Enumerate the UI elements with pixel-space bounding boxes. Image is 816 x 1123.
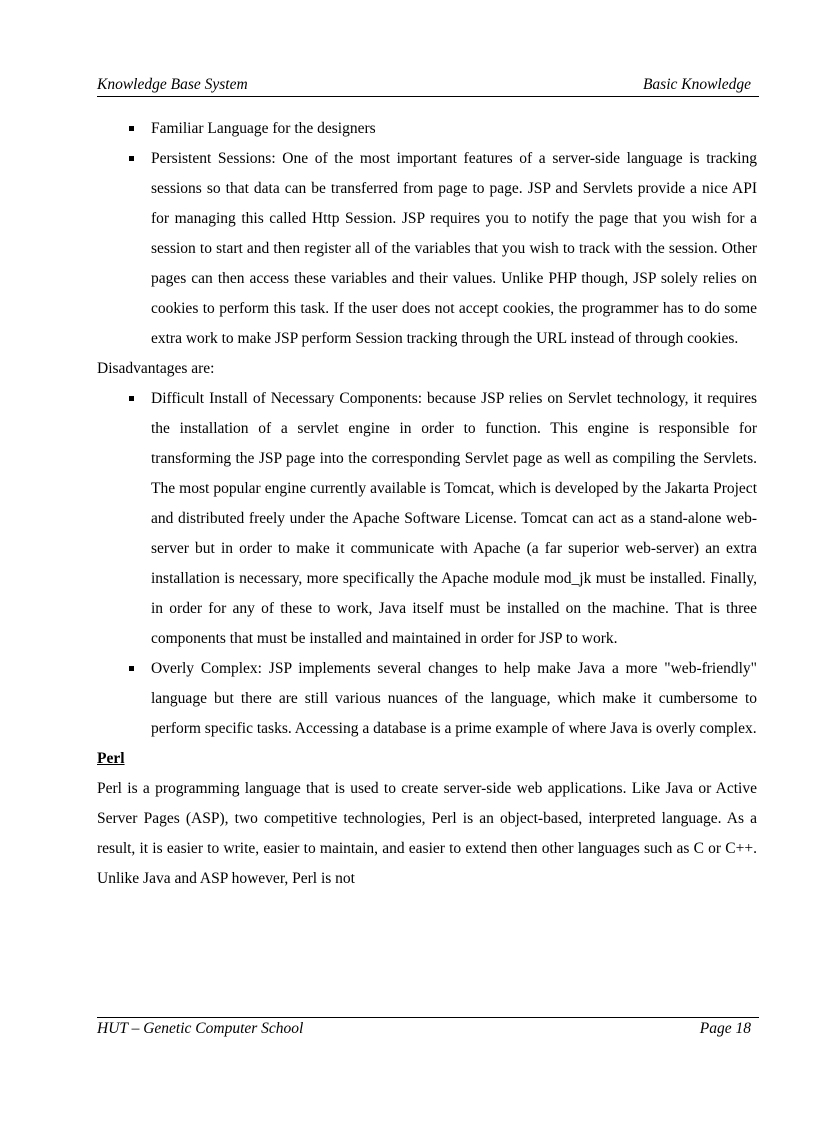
- list-item: Difficult Install of Necessary Components: because JSP relies on Servlet technology, it requires the installation of a servlet engine in order to function. This engine is responsible for transforming the JSP page into the corresponding Servlet page as well as compiling the Servlets. The most popular engine currently available is Tomcat, which is developed by the Jakarta Project and distributed freely under the Apache Software License. Tomcat can act as a stand-alone web-server but in order to make it communicate with Apache (a far superior web-server) an extra installation is necessary, more specifically the Apache module mod_jk must be installed. Finally, in order for any of these to work, Java itself must be installed on the machine. That is three components that must be installed and maintained in order for JSP to work.: [97, 384, 757, 654]
- section-heading-perl: Perl: [97, 750, 125, 767]
- page-number: Page 18: [699, 1020, 751, 1037]
- header-section: Basic Knowledge: [642, 76, 751, 93]
- header-title: Knowledge Base System: [97, 76, 248, 93]
- disadvantages-label: Disadvantages are:: [97, 360, 215, 377]
- square-bullet-icon: [129, 666, 134, 671]
- list-item: Overly Complex: JSP implements several changes to help make Java a more "web-friendly" language but there are still various nuances of the language, which make it cumbersome to perform specific tasks. Accessing a database is a prime example of where Java is overly complex.: [97, 654, 757, 744]
- page-footer: [97, 1017, 759, 1042]
- square-bullet-icon: [129, 396, 134, 401]
- list-item: Familiar Language for the designers: [97, 114, 757, 144]
- footer-school: HUT – Genetic Computer School: [97, 1020, 304, 1037]
- square-bullet-icon: [129, 156, 134, 161]
- disadvantages-list: [97, 384, 757, 744]
- perl-paragraph: Perl is a programming language that is used to create server-side web applications. Like Java or Active Server Pages (ASP), two competitive technologies, Perl is an object-based, interpreted language. As a result, it is easier to write, easier to maintain, and easier to extend then other languages such as C or C++. Unlike Java and ASP however, Perl is not: [97, 780, 757, 887]
- square-bullet-icon: [129, 126, 134, 131]
- advantages-list: [97, 114, 757, 354]
- list-item: Persistent Sessions: One of the most important features of a server-side language is tracking sessions so that data can be transferred from page to page. JSP and Servlets provide a nice API for managing this called Http Session. JSP requires you to notify the page that you wish for a session to start and then register all of the variables that you wish to track with the session. Other pages can then access these variables and their values. Unlike PHP though, JSP solely relies on cookies to perform this task. If the user does not accept cookies, the programmer has to do some extra work to make JSP perform Session tracking through the URL instead of through cookies.: [97, 144, 757, 354]
- page-body: [97, 114, 757, 894]
- page-header: [97, 74, 759, 97]
